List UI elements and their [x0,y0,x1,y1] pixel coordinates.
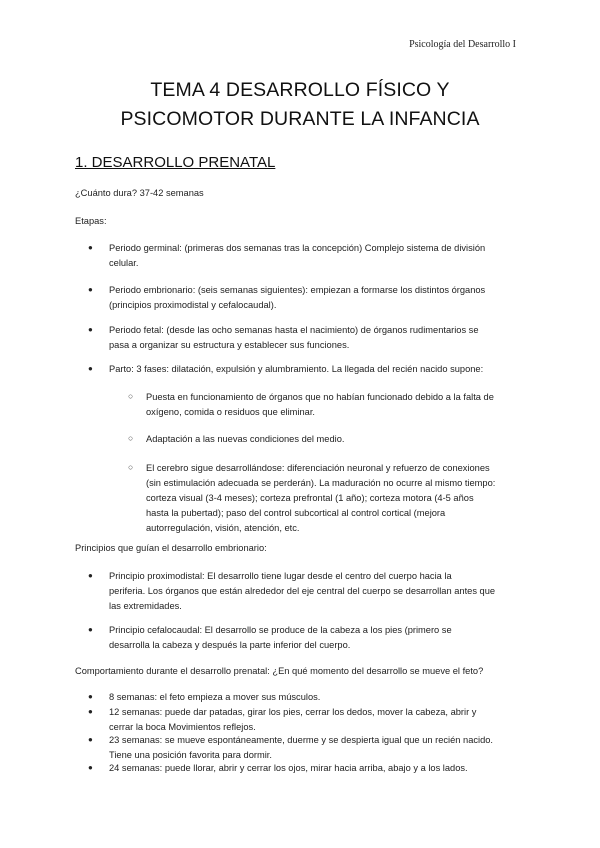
bullet-icon: ● [88,735,93,744]
comportamiento-label: Comportamiento durante el desarrollo prenatal: ¿En qué momento del desarrollo se mueve el feto? [75,666,484,676]
section-heading: 1. DESARROLLO PRENATAL [75,154,276,171]
bullet-icon: ● [88,364,93,373]
list-item: Periodo fetal: (desde las ocho semanas hasta el nacimiento) de órganos rudimentarios se pasa a organizar su estructura y establecer sus funciones. [109,325,479,350]
title-line-1: TEMA 4 DESARROLLO FÍSICO Y [150,79,450,101]
bullet-icon: ● [88,243,93,252]
list-item: Principio cefalocaudal: El desarrollo se produce de la cabeza a los pies (primero se desarrolla la cabeza y después la parte inferior del cuerpo. [109,625,452,650]
list-item: 23 semanas: se mueve espontáneamente, duerme y se despierta igual que un recién nacido. Tiene una posición favorita para dormir. [109,735,493,760]
list-item: Adaptación a las nuevas condiciones del medio. [146,434,345,444]
bullet-icon: ● [88,285,93,294]
bullet-icon: ● [88,763,93,772]
circle-bullet-icon: ○ [128,462,134,472]
bullet-icon: ● [88,325,93,334]
page-header: Psicología del Desarrollo I [409,39,516,50]
list-item: 24 semanas: puede llorar, abrir y cerrar los ojos, mirar hacia arriba, abajo y a los lados. [109,763,468,773]
bullet-icon: ● [88,625,93,634]
list-item: Puesta en funcionamiento de órganos que no habían funcionado debido a la falta de oxígeno, comida o residuos que eliminar. [146,392,494,417]
bullet-icon: ● [88,707,93,716]
duration-text: ¿Cuánto dura? 37-42 semanas [75,188,204,198]
etapas-label: Etapas: [75,216,107,226]
bullet-icon: ● [88,571,93,580]
principios-label: Principios que guían el desarrollo embrionario: [75,543,267,553]
circle-bullet-icon: ○ [128,391,134,401]
list-item: 12 semanas: puede dar patadas, girar los pies, cerrar los dedos, mover la cabeza, abrir y cerrar la boca Movimientos reflejos. [109,707,477,732]
document-title [0,76,600,134]
circle-bullet-icon: ○ [128,433,134,443]
list-item: 8 semanas: el feto empieza a mover sus músculos. [109,692,321,702]
list-item: Periodo germinal: (primeras dos semanas tras la concepción) Complejo sistema de división celular. [109,243,486,268]
title-line-2: PSICOMOTOR DURANTE LA INFANCIA [120,108,480,130]
list-item: Parto: 3 fases: dilatación, expulsión y alumbramiento. La llegada del recién nacido supone: [109,364,484,374]
list-item: El cerebro sigue desarrollándose: diferenciación neuronal y refuerzo de conexiones (sin estimulación adecuada se perderán). La maduración no ocurre al mismo tiempo: corteza visual (3-4 meses); corteza prefrontal (1 año); corteza motora (4-5 años hasta la pubertad); paso del control subcortical al control cortical (mejora autorregulación, visión, atención, etc. [146,463,496,533]
list-item: Principio proximodistal: El desarrollo tiene lugar desde el centro del cuerpo hacia la periferia. Los órganos que están alrededor del eje central del cuerpo se desarrollan antes que las extremidades. [109,571,496,611]
bullet-icon: ● [88,692,93,701]
list-item: Periodo embrionario: (seis semanas siguientes): empiezan a formarse los distintos órganos (principios proximodistal y cefalocaudal). [109,285,486,310]
